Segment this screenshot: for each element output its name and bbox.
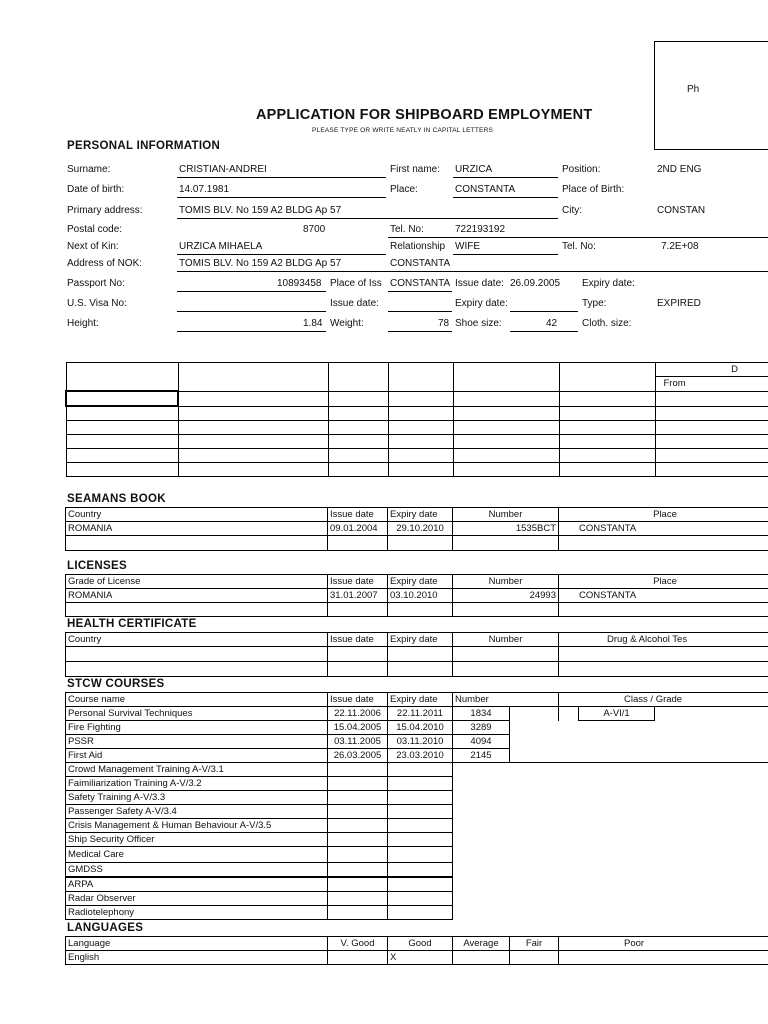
stcw-table — [65, 692, 768, 920]
table-row[interactable] — [66, 877, 768, 892]
place-of-issue-label: Place of Iss — [330, 278, 382, 289]
table-row[interactable] — [66, 603, 768, 617]
health-col-drug: Drug & Alcohol Tes — [559, 633, 768, 647]
health-col-expiry: Expiry date — [388, 633, 453, 647]
table-row[interactable] — [66, 819, 768, 833]
languages-col-average: Average — [453, 937, 510, 951]
seamans-expiry-cell[interactable]: 29.10.2010 — [388, 522, 453, 536]
license-issue-cell[interactable]: 31.01.2007 — [328, 589, 388, 603]
stcw-course-cell[interactable]: First Aid — [66, 749, 328, 763]
height-field[interactable]: 1.84 — [303, 318, 323, 329]
stcw-col-course: Course name — [66, 693, 328, 707]
stcw-course-cell[interactable]: Fire Fighting — [66, 721, 328, 735]
issue-date-field[interactable]: 26.09.2005 — [510, 278, 561, 289]
table-row[interactable] — [66, 463, 768, 477]
experience-header-from: From — [655, 377, 768, 391]
license-number-cell[interactable]: 24993 — [453, 589, 559, 603]
licenses-heading: LICENSES — [67, 560, 127, 572]
language-good-cell[interactable]: X — [388, 951, 453, 965]
visa-type-label: Type: — [582, 298, 607, 309]
table-row[interactable] — [66, 662, 768, 677]
table-row[interactable] — [66, 735, 768, 749]
licenses-col-issue: Issue date — [328, 575, 388, 589]
language-average-cell[interactable] — [453, 951, 510, 965]
license-grade-cell[interactable]: ROMANIA — [66, 589, 328, 603]
table-row[interactable] — [66, 863, 768, 878]
pob-label: Place of Birth: — [562, 184, 625, 195]
tel-field[interactable]: 722193192 — [455, 224, 506, 235]
shoe-field[interactable]: 42 — [546, 318, 558, 329]
stcw-issue-cell[interactable]: 15.04.2005 — [328, 721, 388, 735]
table-row[interactable] — [66, 749, 768, 763]
nok-city-field[interactable]: CONSTANTA — [390, 258, 451, 269]
expiry-date-label: Expiry date: — [582, 278, 635, 289]
languages-col-fair: Fair — [510, 937, 559, 951]
visa-label: U.S. Visa No: — [67, 298, 127, 309]
table-row[interactable] — [66, 791, 768, 805]
table-row[interactable] — [66, 777, 768, 791]
cloth-label: Cloth. size: — [582, 318, 632, 329]
postal-label: Postal code: — [67, 224, 123, 235]
licenses-col-number: Number — [453, 575, 559, 589]
language-vgood-cell[interactable] — [328, 951, 388, 965]
table-row[interactable] — [66, 721, 768, 735]
table-row[interactable] — [66, 805, 768, 819]
table-row[interactable] — [66, 707, 768, 721]
stcw-number-cell[interactable]: 2145 — [453, 749, 510, 763]
weight-label: Weight: — [330, 318, 364, 329]
personal-info-heading: PERSONAL INFORMATION — [67, 140, 221, 152]
address-label: Primary address: — [67, 205, 143, 216]
visa-issue-label: Issue date: — [330, 298, 379, 309]
stcw-course-cell[interactable]: Faimiliarization Training A-V/3.2 — [66, 777, 328, 791]
stcw-col-issue: Issue date — [328, 693, 388, 707]
stcw-course-cell[interactable]: Ship Security Officer — [66, 833, 328, 847]
nok-label: Next of Kin: — [67, 241, 119, 252]
nok-address-label: Address of NOK: — [67, 258, 143, 269]
stcw-number-cell[interactable]: 4094 — [453, 735, 510, 749]
languages-col-poor: Poor — [559, 937, 768, 951]
seamans-country-cell[interactable]: ROMANIA — [66, 522, 328, 536]
table-row[interactable] — [66, 589, 768, 603]
place-label: Place: — [390, 184, 418, 195]
stcw-col-class: Class / Grade — [559, 693, 768, 707]
stcw-course-cell[interactable]: GMDSS — [66, 863, 328, 878]
stcw-number-cell[interactable]: 3289 — [453, 721, 510, 735]
stcw-expiry-cell[interactable]: 22.11.2011 — [388, 707, 453, 721]
table-row[interactable] — [66, 647, 768, 662]
seamans-col-expiry: Expiry date — [388, 508, 453, 522]
languages-heading: LANGUAGES — [67, 922, 144, 934]
table-row[interactable] — [66, 391, 768, 406]
form-title: APPLICATION FOR SHIPBOARD EMPLOYMENT — [256, 107, 593, 123]
stcw-expiry-cell[interactable]: 23.03.2010 — [388, 749, 453, 763]
photo-label: Ph — [687, 84, 700, 95]
health-table — [65, 632, 768, 677]
license-place-cell[interactable]: CONSTANTA — [559, 589, 768, 603]
stcw-number-cell[interactable]: 1834 — [453, 707, 510, 721]
city-label: City: — [562, 205, 582, 216]
seamans-col-number: Number — [453, 508, 559, 522]
seamans-col-place: Place — [559, 508, 768, 522]
stcw-course-cell[interactable]: Crowd Management Training A-V/3.1 — [66, 763, 328, 777]
health-col-country: Country — [66, 633, 328, 647]
language-name-cell[interactable]: English — [66, 951, 328, 965]
health-col-issue: Issue date — [328, 633, 388, 647]
relationship-field[interactable]: WIFE — [455, 241, 480, 252]
table-row[interactable] — [66, 536, 768, 551]
stcw-expiry-cell[interactable]: 03.11.2010 — [388, 735, 453, 749]
postal-field[interactable]: 8700 — [303, 224, 326, 235]
table-row[interactable] — [66, 951, 768, 965]
position-field[interactable]: 2ND ENG — [657, 164, 702, 175]
table-row[interactable] — [66, 421, 768, 435]
place-of-issue-field[interactable]: CONSTANTA — [390, 278, 451, 289]
seamans-number-cell[interactable]: 1535BCT — [453, 522, 559, 536]
stcw-issue-cell[interactable]: 03.11.2005 — [328, 735, 388, 749]
stcw-issue-cell[interactable]: 22.11.2006 — [328, 707, 388, 721]
experience-table — [65, 362, 768, 477]
table-row[interactable] — [66, 449, 768, 463]
stcw-heading: STCW COURSES — [67, 678, 165, 690]
languages-col-language: Language — [66, 937, 328, 951]
relationship-label: Relationship — [390, 241, 446, 252]
shoe-label: Shoe size: — [455, 318, 502, 329]
languages-table — [65, 936, 768, 965]
nok-address-field[interactable]: TOMIS BLV. No 159 A2 BLDG Ap 57 — [179, 258, 342, 269]
stcw-issue-cell[interactable]: 26.03.2005 — [328, 749, 388, 763]
passport-field[interactable]: 10893458 — [277, 278, 322, 289]
dob-label: Date of birth: — [67, 184, 125, 195]
place-field[interactable]: CONSTANTA — [455, 184, 516, 195]
experience-header-d: D — [655, 363, 768, 377]
visa-expiry-label: Expiry date: — [455, 298, 508, 309]
table-row[interactable] — [66, 833, 768, 847]
table-row[interactable] — [66, 763, 768, 777]
nok-field[interactable]: URZICA MIHAELA — [179, 241, 263, 252]
stcw-class-cell[interactable]: A-VI/1 — [579, 707, 655, 721]
passport-label: Passport No: — [67, 278, 125, 289]
licenses-col-grade: Grade of License — [66, 575, 328, 589]
table-row[interactable] — [66, 522, 768, 536]
form-subtitle: PLEASE TYPE OR WRITE NEATLY IN CAPITAL LETTERS — [312, 127, 494, 134]
tel2-label: Tel. No: — [562, 241, 596, 252]
stcw-course-cell[interactable]: PSSR — [66, 735, 328, 749]
height-label: Height: — [67, 318, 99, 329]
weight-field[interactable]: 78 — [438, 318, 450, 329]
stcw-expiry-cell[interactable]: 15.04.2010 — [388, 721, 453, 735]
language-poor-cell[interactable] — [559, 951, 768, 965]
seamans-book-table — [65, 507, 768, 551]
seamans-col-country: Country — [66, 508, 328, 522]
stcw-col-number: Number — [453, 693, 559, 707]
licenses-col-place: Place — [559, 575, 768, 589]
seamans-col-issue: Issue date — [328, 508, 388, 522]
license-expiry-cell[interactable]: 03.10.2010 — [388, 589, 453, 603]
stcw-course-cell[interactable]: Medical Care — [66, 847, 328, 863]
surname-field[interactable]: CRISTIAN-ANDREI — [179, 164, 267, 175]
language-fair-cell[interactable] — [510, 951, 559, 965]
seamans-issue-cell[interactable]: 09.01.2004 — [328, 522, 388, 536]
firstname-field[interactable]: URZICA — [455, 164, 493, 175]
licenses-col-expiry: Expiry date — [388, 575, 453, 589]
issue-date-label: Issue date: — [455, 278, 504, 289]
table-row[interactable] — [66, 892, 768, 906]
dob-field[interactable]: 14.07.1981 — [179, 184, 230, 195]
table-row[interactable] — [66, 406, 768, 421]
address-field[interactable]: TOMIS BLV. No 159 A2 BLDG Ap 57 — [179, 205, 342, 216]
position-label: Position: — [562, 164, 601, 175]
stcw-course-cell[interactable]: Radar Observer — [66, 892, 328, 906]
stcw-course-cell[interactable]: ARPA — [66, 877, 328, 892]
health-heading: HEALTH CERTIFICATE — [67, 618, 197, 630]
stcw-course-cell[interactable]: Radiotelephony — [66, 906, 328, 920]
seamans-place-cell[interactable]: CONSTANTA — [559, 522, 768, 536]
visa-type-field[interactable]: EXPIRED — [657, 298, 701, 309]
health-col-number: Number — [453, 633, 559, 647]
city-field[interactable]: CONSTAN — [657, 205, 706, 216]
tel2-field[interactable]: 7.2E+08 — [661, 241, 699, 252]
table-row[interactable] — [66, 847, 768, 863]
surname-label: Surname: — [67, 164, 111, 175]
tel-label: Tel. No: — [390, 224, 424, 235]
table-row[interactable] — [66, 906, 768, 920]
stcw-course-cell[interactable]: Crisis Management & Human Behaviour A-V/3.5 — [66, 819, 328, 833]
licenses-table — [65, 574, 768, 617]
stcw-course-cell[interactable]: Passenger Safety A-V/3.4 — [66, 805, 328, 819]
stcw-course-cell[interactable]: Personal Survival Techniques — [66, 707, 328, 721]
languages-col-vgood: V. Good — [328, 937, 388, 951]
firstname-label: First name: — [390, 164, 441, 175]
table-row[interactable] — [66, 435, 768, 449]
photo-box — [654, 41, 768, 150]
stcw-course-cell[interactable]: Safety Training A-V/3.3 — [66, 791, 328, 805]
seamans-book-heading: SEAMANS BOOK — [67, 493, 166, 505]
stcw-col-expiry: Expiry date — [388, 693, 453, 707]
languages-col-good: Good — [388, 937, 453, 951]
